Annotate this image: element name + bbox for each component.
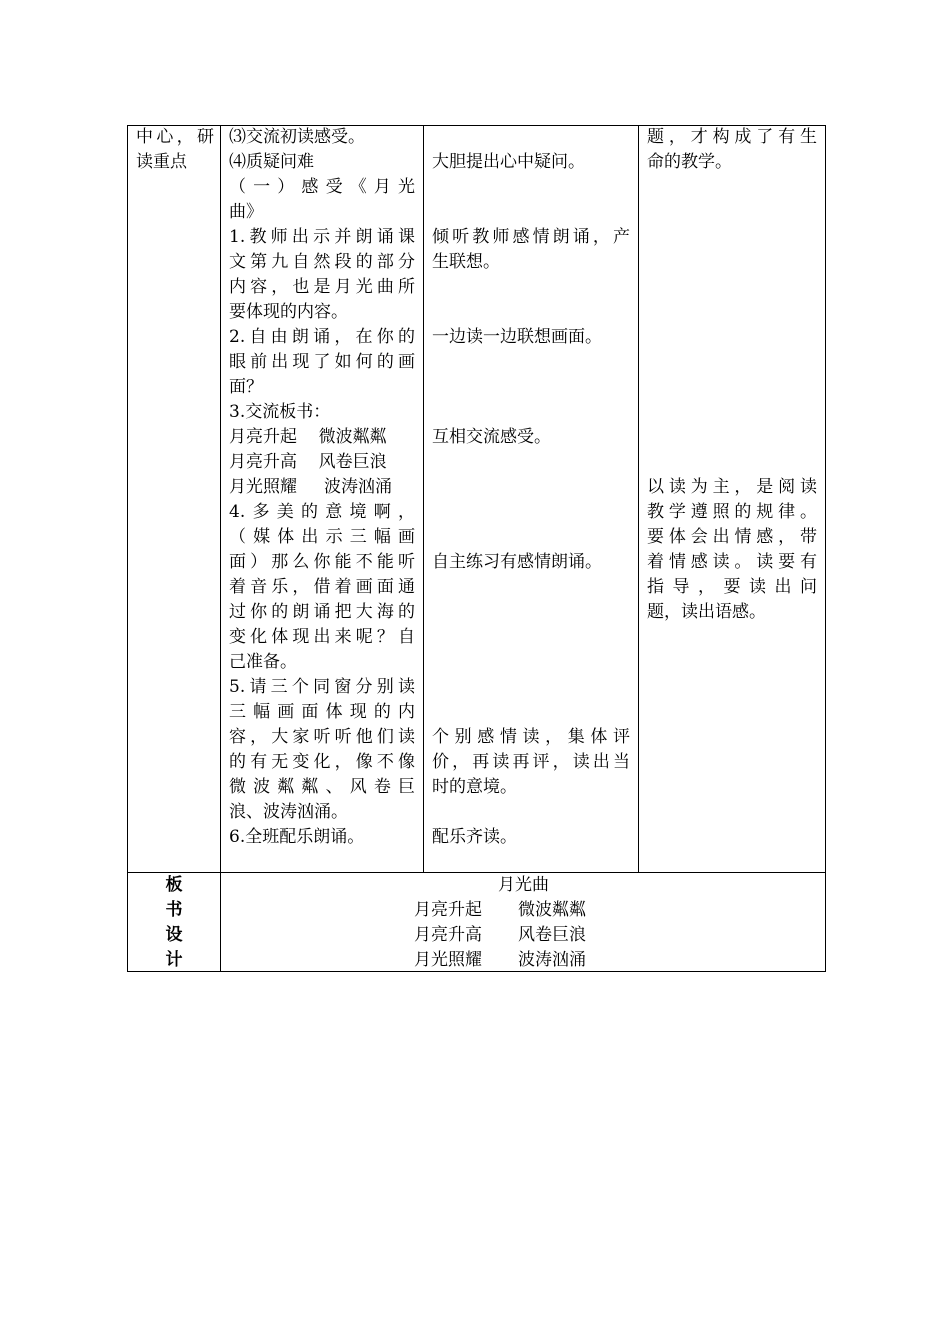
text-line: 6.全班配乐朗诵。 (229, 827, 365, 847)
text-line: 生联想。 (432, 252, 500, 272)
board-row (221, 923, 826, 948)
board-row-left: 月亮升高 (414, 925, 482, 945)
text-line: 微波粼粼、风卷巨 (229, 777, 415, 797)
text-line: 大胆提出心中疑问。 (432, 152, 585, 172)
text-line: 中心，研 (136, 127, 214, 147)
text-line: 价，再读再评，读出当 (432, 752, 630, 772)
text-line: 一边读一边联想画面。 (432, 327, 602, 347)
text-line: 面？ (229, 377, 263, 397)
board-title: 月光曲 (498, 875, 549, 895)
board-row-right: 波涛汹涌 (518, 950, 586, 970)
board-row-left: 月光照耀 (414, 950, 482, 970)
text-line: 指导，要读出问 (647, 577, 817, 597)
text-line: 倾听教师感情朗诵，产 (432, 227, 630, 247)
text-line: 浪、波涛汹涌。 (229, 802, 348, 822)
text-line: 要体现的内容。 (229, 302, 348, 322)
text-line: 3.交流板书： (229, 402, 331, 422)
board-design-label (159, 873, 189, 973)
text-line: 的有无变化，像不像 (229, 752, 415, 772)
text-line: 自主练习有感情朗诵。 (432, 552, 602, 572)
text-line: 月亮升起 微波粼粼 (229, 427, 387, 447)
text-line: 眼前出现了如何的画 (229, 352, 415, 372)
text-line: 着音乐，借着画面通 (229, 577, 415, 597)
board-row-right: 微波粼粼 (518, 900, 586, 920)
board-row-left: 月亮升起 (414, 900, 482, 920)
board-row-right: 风卷巨浪 (518, 925, 586, 945)
text-line: 变化体现出来呢？自 (229, 627, 415, 647)
text-line: 个别感情读，集体评 (432, 727, 630, 747)
text-line: ⑷质疑问难 (229, 152, 314, 172)
text-line: 题，才构成了有生 (647, 127, 817, 147)
text-line: 面）那么你能不能听 (229, 552, 415, 572)
text-line: 要体会出情感，带 (647, 527, 817, 547)
cell-teacher-activities (229, 125, 415, 850)
text-line: 以读为主，是阅读 (647, 477, 817, 497)
text-line: 2.自由朗诵，在你的 (229, 327, 415, 347)
label-char: 设 (165, 925, 183, 945)
text-line: 教学遵照的规律。 (647, 502, 817, 522)
board-row (221, 948, 826, 973)
table-divider (220, 125, 221, 972)
text-line: 互相交流感受。 (432, 427, 551, 447)
text-line: 曲》 (229, 202, 263, 222)
table-divider (638, 125, 639, 872)
text-line: 文第九自然段的部分 (229, 252, 415, 272)
cell-section-name (136, 125, 214, 175)
text-line: （一）感受《月光 (229, 177, 415, 197)
text-line: 内容，也是月光曲所 (229, 277, 415, 297)
text-line: 读重点 (136, 152, 187, 172)
text-line: 配乐齐读。 (432, 827, 517, 847)
label-char: 板 (165, 875, 183, 895)
text-line: 5.请三个同窗分别读 (229, 677, 415, 697)
label-char: 计 (165, 950, 183, 970)
text-line: 4.多美的意境啊， (229, 502, 415, 522)
text-line: （媒体出示三幅画 (229, 527, 415, 547)
text-line: 过你的朗诵把大海的 (229, 602, 415, 622)
text-line: ⑶交流初读感受。 (229, 127, 365, 147)
text-line: 月光照耀 波涛汹涌 (229, 477, 393, 497)
text-line: 己准备。 (229, 652, 297, 672)
text-line: 时的意境。 (432, 777, 517, 797)
text-line: 月亮升高 风卷巨浪 (229, 452, 387, 472)
text-line: 容，大家听听他们读 (229, 727, 415, 747)
text-line: 着情感读。读要有 (647, 552, 817, 572)
board-design-content (221, 873, 826, 973)
board-row (221, 898, 826, 923)
label-char: 书 (165, 900, 183, 920)
text-line: 1.教师出示并朗诵课 (229, 227, 415, 247)
text-line: 命的教学。 (647, 152, 732, 172)
table-divider (423, 125, 424, 872)
text-line: 题，读出语感。 (647, 602, 766, 622)
text-line: 三幅画面体现的内 (229, 702, 415, 722)
